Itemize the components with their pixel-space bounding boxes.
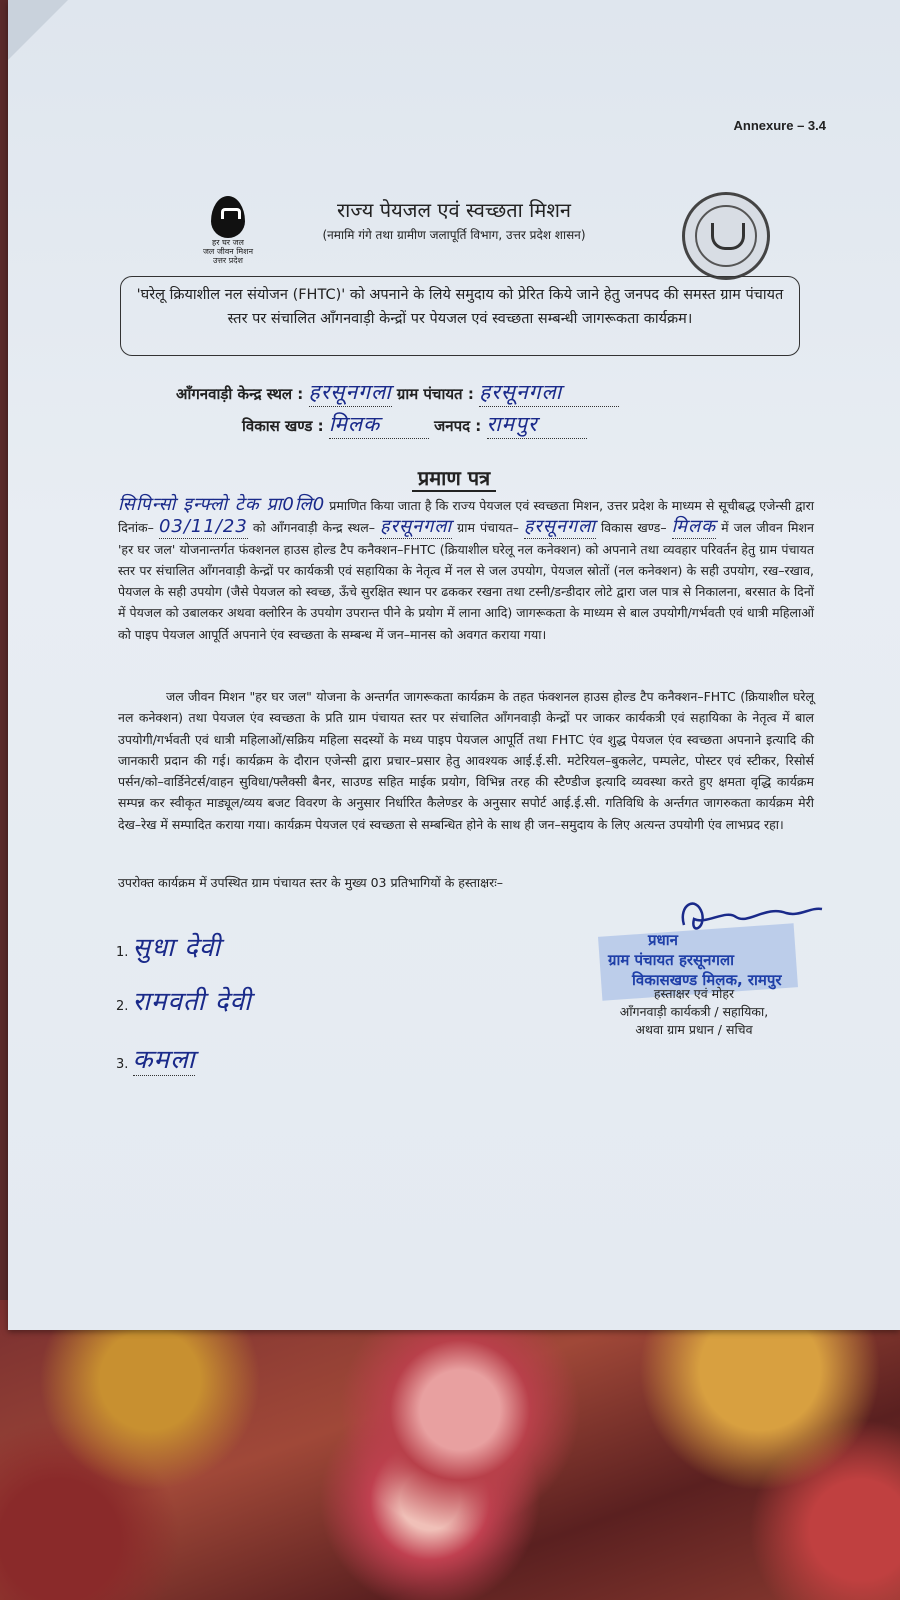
field-row-1 bbox=[176, 378, 619, 407]
mission-title: राज्य पेयजल एवं स्वच्छता मिशन bbox=[336, 198, 572, 222]
program-title-box: 'घरेलू क्रियाशील नल संयोजन (FHTC)' को अपनाने के लिये समुदाय को प्रेरित किये जाने हेतु जनपद की समस्त ग्राम पंचायत स्तर पर संचालित आँगनवाड़ी केन्द्रों पर पेयजल एवं स्वच्छता सम्बन्धी जागरूकता कार्यक्रम। bbox=[120, 276, 800, 356]
block-inline-value: मिलक bbox=[671, 516, 717, 538]
para1-text-4: ग्राम पंचायत– bbox=[457, 520, 519, 536]
para1-text-1: प्रमाणित किया जाता है कि राज्य पेयजल एवं स्वच्छता मिशन, उत्तर प्रदेश के माध्यम से सूचीबद्ध एजेन्सी bbox=[329, 498, 792, 513]
anganwadi-value: हरसूनगला bbox=[309, 378, 392, 407]
folded-corner bbox=[8, 0, 68, 60]
caption-line-2: आँगनवाड़ी कार्यकत्री / सहायिका, bbox=[619, 1004, 769, 1019]
block-label: विकास खण्ड : bbox=[242, 417, 324, 435]
participant-num: 1. bbox=[116, 945, 129, 960]
participant-num: 3. bbox=[116, 1057, 129, 1072]
participant-signature-1 bbox=[116, 928, 221, 964]
caption-line-1: हस्ताक्षर एवं मोहर bbox=[653, 986, 735, 1001]
para1-text-6: में जल जीवन मिशन 'हर घर जल' योजनान्तर्गत फंक्शनल हाउस होल्ड टैप कनैक्शन–FHTC (क्रियाशील घरेलू नल कनेक्शन) को अपनाने तथा व्यवहार परिवर्तन हेतु ग्राम पंचायत स्तर पर संचालित आँगनवाड़ी केन्द्रों पर कार्यकत्री एवं सहायिका के नेतृत्व में नल से जल उपयोग, पेयजल स्रोतों (नल कनेक्शन) के सही उपयोग, रख–रखाव, पेयजल के सही उपयोग (जैसे पेयजल को स्वच्छ, ऊँचे सुरक्षित स्थान पर ढककर रखना तथा टस्नी/डन्डीदार लोटे द्वारा जल पात्र से निकालना, बरसात के दिनों में पेयजल को उबालकर अथवा क्लोरिन के उपयोग उपरान्त पीने के प्रयोग में लाना आदि) जागरूकता के माध्यम से बाल उपयोगी/गर्भवती एवं धात्री महिलाओं को पाइप पेयजल आपूर्ति अपनाने एंव स्वच्छता के सम्बन्ध में जन–मानस को अवगत कराया गया। bbox=[118, 520, 814, 642]
participant-signature-3 bbox=[116, 1040, 195, 1076]
para1-text-2: द्वारा दिनांक– bbox=[118, 498, 814, 536]
certificate-paragraph-2: जल जीवन मिशन "हर घर जल" योजना के अन्तर्गत जागरूकता कार्यक्रम के तहत फंक्शनल हाउस होल्ड टैप कनैक्शन–FHTC (क्रियाशील घरेलू नल कनेक्शन) तथा पेयजल एंव स्वच्छता के प्रति ग्राम पंचायत स्तर पर संचालित आँगनवाड़ी केन्द्रों पर जाकर कार्यकत्री एवं सहायिका के नेतृत्व में बाल उपयोगी/गर्भवती एवं धात्री महिलाओं/सक्रिय महिला सदस्यों के मध्य पाइप पेयजल आपूर्ति तथा FHTC एंव शुद्ध पेयजल एंव स्वच्छता अपनाने इत्यादि की जानकारी प्रदान की गई। कार्यक्रम के दौरान एजेन्सी द्वारा प्रचार–प्रसार हेतु आवश्यक आई.ई.सी. मटेरियल–बुकलेट, पम्पलेट, पोस्टर एवं स्टीकर, रिसोर्स पर्सन/को–वार्डिनेटर्स/वाहन सुविधा/फ्लैक्सी बैनर, साउण्ड सहित माईक प्रयोग, विभिन्न तरह की स्टैण्डीज इत्यादि व्यवस्था करते हुए क्षमता वृद्धि कार्यक्रम सम्पन्न कर स्वीकृत माड्यूल/व्यय बजट विवरण के अनुसार निर्धारित कैलेण्डर के अनुसार सपोर्ट आई.ई.सी. गतिविधि के अर्न्तगत जागरुकता कार्यक्रम मेरी देख–रेख में सम्पादित कराया गया। कार्यक्रम पेयजल एवं स्वच्छता से सम्बन्धित होने के साथ ही जन–समुदाय के लिए अत्यन्त उपयोगी एंव लाभप्रद रहा। bbox=[118, 689, 814, 832]
district-label: जनपद : bbox=[434, 417, 482, 435]
annexure-label: Annexure – 3.4 bbox=[733, 118, 826, 133]
certificate-title-text: प्रमाण पत्र bbox=[412, 466, 496, 492]
logo-line-1: हर घर जल bbox=[212, 238, 244, 247]
stamp-line-3: विकासखण्ड मिलक, रामपुर bbox=[632, 971, 782, 989]
certificate-paragraph-1 bbox=[118, 494, 814, 645]
panchayat-inline-value: हरसूनगला bbox=[523, 516, 596, 538]
panchayat-value: हरसूनगला bbox=[479, 378, 619, 407]
participant-name: सुधा देवी bbox=[132, 933, 222, 963]
district-value: रामपुर bbox=[487, 410, 587, 439]
signature-caption bbox=[574, 985, 814, 1039]
logo-line-2: जल जीवन मिशन bbox=[202, 247, 254, 256]
block-value: मिलक bbox=[329, 410, 429, 439]
panchayat-label: ग्राम पंचायत : bbox=[396, 385, 474, 403]
date-value: 03/11/23 bbox=[158, 516, 248, 538]
certificate-title bbox=[8, 464, 900, 491]
centre-value: हरसूनगला bbox=[380, 516, 453, 538]
anganwadi-label: आँगनवाड़ी केन्द्र स्थल : bbox=[176, 385, 304, 403]
participant-signature-2 bbox=[116, 982, 252, 1018]
document-page bbox=[8, 0, 900, 1330]
logo-line-3: उत्तर प्रदेश bbox=[213, 256, 243, 265]
caption-line-3: अथवा ग्राम प्रधान / सचिव bbox=[635, 1022, 753, 1037]
participants-intro: उपरोक्त कार्यक्रम में उपस्थित ग्राम पंचायत स्तर के मुख्य 03 प्रतिभागियों के हस्ताक्षरः– bbox=[118, 875, 503, 890]
pradhan-stamp bbox=[608, 930, 808, 990]
participant-num: 2. bbox=[116, 999, 129, 1014]
field-row-2 bbox=[242, 410, 587, 439]
stamp-line-1: प्रधान bbox=[648, 931, 678, 949]
stamp-line-2: ग्राम पंचायत हरसूनगला bbox=[608, 951, 735, 969]
participant-name: कमला bbox=[132, 1045, 196, 1075]
mission-subtitle: (नमामि गंगे तथा ग्रामीण जलापूर्ति विभाग, उत्तर प्रदेश शासन) bbox=[322, 228, 586, 242]
para1-text-3: को आँगनवाड़ी केन्द्र स्थल– bbox=[252, 520, 376, 536]
fabric-background bbox=[0, 1300, 900, 1600]
para1-text-5: विकास खण्ड– bbox=[600, 520, 667, 536]
participant-name: रामवती देवी bbox=[132, 987, 252, 1017]
agency-value: सिपिन्सो इन्फ्लो टेक प्रा0लि0 bbox=[118, 494, 326, 515]
